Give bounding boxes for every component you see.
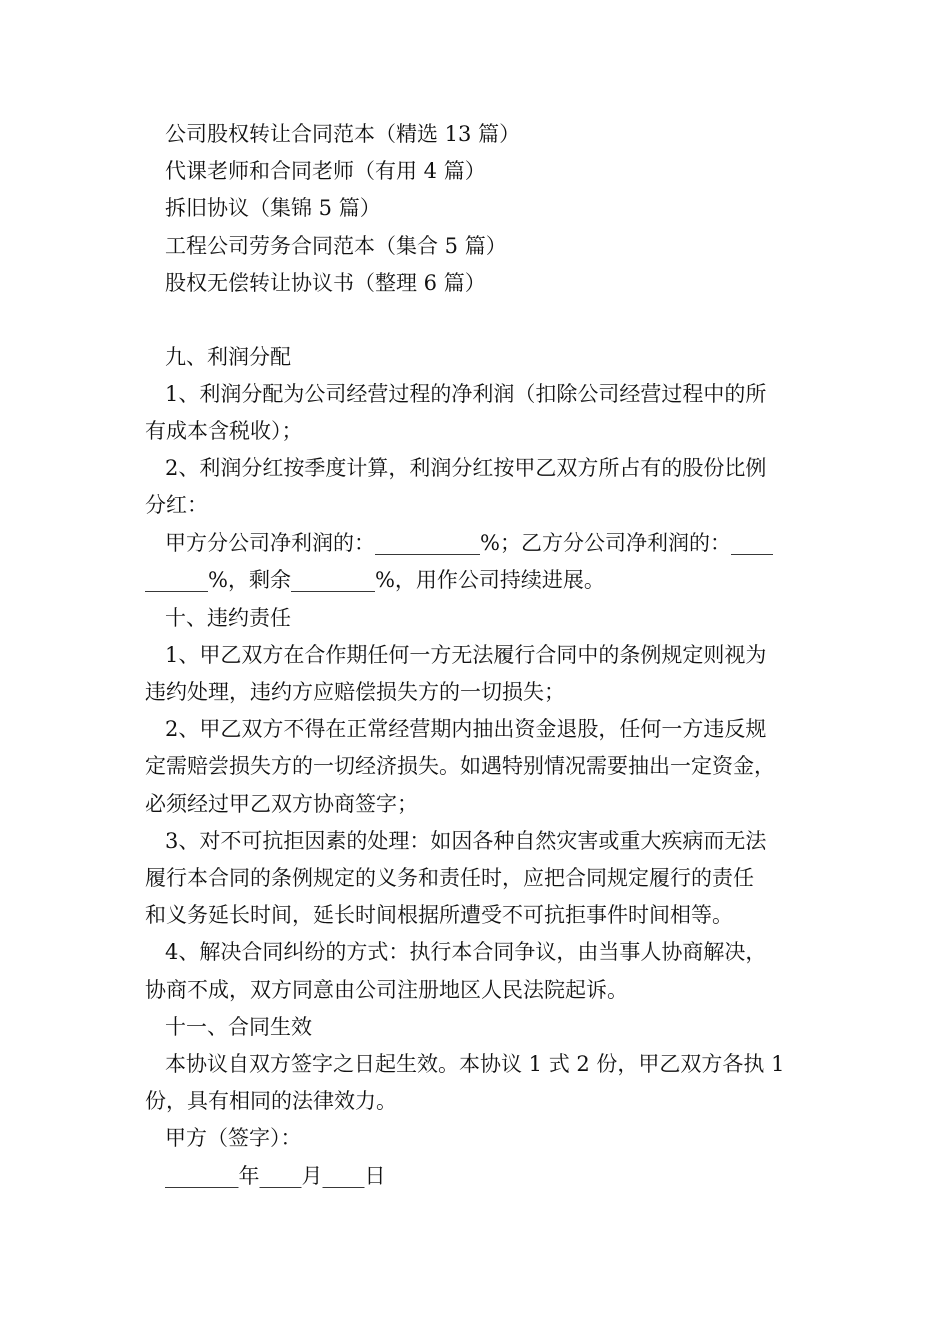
paragraph-line: 有成本含税收）； [145,419,303,443]
paragraph-line: 3、对不可抗拒因素的处理：如因各种自然灾害或重大疾病而无法 [165,829,767,853]
paragraph-line: 分红： [145,493,208,517]
paragraph-line: 必须经过甲乙双方协商签字； [145,792,418,816]
related-link[interactable]: 拆旧协议（集锦 5 篇） [165,196,381,220]
paragraph-line: 定需赔尝损失方的一切经济损失。如遇特别情况需要抽出一定资金， [145,754,775,778]
related-link[interactable]: 代课老师和合同老师（有用 4 篇） [165,159,486,183]
paragraph-line: 1、甲乙双方在合作期任何一方无法履行合同中的条例规定则视为 [165,643,767,667]
paragraph-line: 2、甲乙双方不得在正常经营期内抽出资金退股，任何一方违反规 [165,717,767,741]
paragraph-line: 本协议自双方签字之日起生效。本协议 1 式 2 份，甲乙双方各执 1 [165,1052,785,1076]
signature-date: _______年____月____日 [165,1164,386,1188]
paragraph-line: 履行本合同的条例规定的义务和责任时，应把合同规定履行的责任 [145,866,754,890]
section-heading: 九、利润分配 [165,345,291,369]
paragraph-line: 4、解决合同纠纷的方式：执行本合同争议，由当事人协商解决， [165,940,767,964]
paragraph-line: 和义务延长时间，延长时间根据所遭受不可抗拒事件时间相等。 [145,903,733,927]
section-heading: 十一、合同生效 [165,1015,312,1039]
paragraph-line: 甲方分公司净利润的：__________%；乙方分公司净利润的：____ [165,531,773,555]
paragraph-line: 2、利润分红按季度计算，利润分红按甲乙双方所占有的股份比例 [165,456,767,480]
section-heading: 十、违约责任 [165,606,291,630]
related-link[interactable]: 工程公司劳务合同范本（集合 5 篇） [165,234,507,258]
signature-label: 甲方（签字）： [165,1126,302,1150]
related-link[interactable]: 公司股权转让合同范本（精选 13 篇） [165,122,521,146]
paragraph-line: 份，具有相同的法律效力。 [145,1089,397,1113]
paragraph-line: 1、利润分配为公司经营过程的净利润（扣除公司经营过程中的所 [165,382,767,406]
paragraph-line: ______%，剩余________%，用作公司持续进展。 [145,568,605,592]
paragraph-line: 违约处理，违约方应赔偿损失方的一切损失； [145,680,565,704]
related-link[interactable]: 股权无偿转让协议书（整理 6 篇） [165,271,486,295]
paragraph-line: 协商不成，双方同意由公司注册地区人民法院起诉。 [145,978,628,1002]
